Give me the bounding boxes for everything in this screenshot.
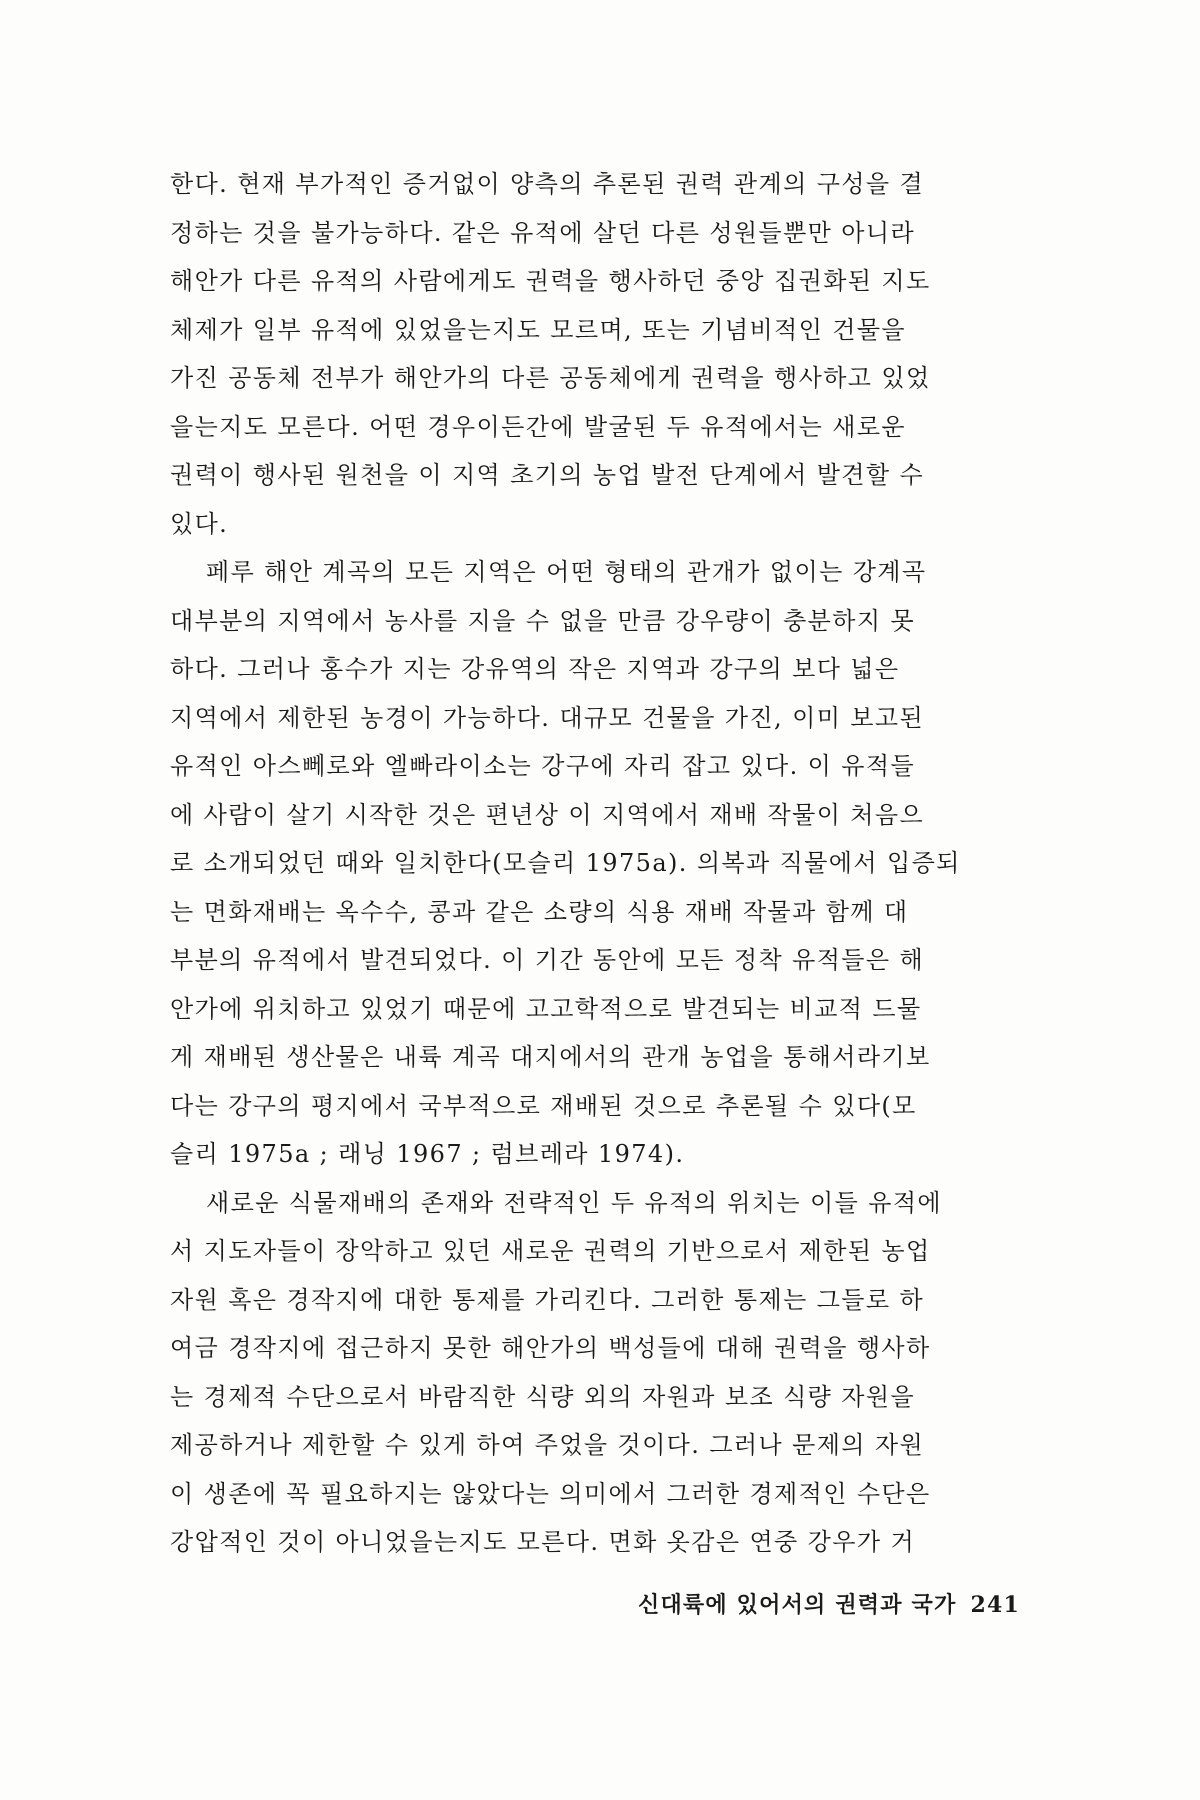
page-footer <box>575 1585 1020 1625</box>
text-line: 제공하거나 제한할 수 있게 하여 주었을 것이다. 그러나 문제의 자원 <box>170 1431 925 1459</box>
text-line: 다는 강구의 평지에서 국부적으로 재배된 것으로 추론될 수 있다(모 <box>170 1091 917 1120</box>
page-number: 241 <box>970 1592 1020 1618</box>
text-line: 이 생존에 꼭 필요하지는 않았다는 의미에서 그러한 경제적인 수단은 <box>170 1479 931 1508</box>
text-line: 대부분의 지역에서 농사를 지을 수 없을 만큼 강우량이 충분하지 못 <box>170 606 916 635</box>
text-line: 여금 경작지에 접근하지 못한 해안가의 백성들에 대해 권력을 행사하 <box>170 1334 931 1362</box>
text-line: 부분의 유적에서 발견되었다. 이 기간 동안에 모든 정착 유적들은 해 <box>170 946 925 974</box>
text-line: 유적인 아스뻬로와 엘빠라이소는 강구에 자리 잡고 있다. 이 유적들 <box>170 752 916 780</box>
running-title: 신대륙에 있어서의 권력과 국가 <box>638 1592 957 1618</box>
text-line: 한다. 현재 부가적인 증거없이 양측의 추론된 권력 관계의 구성을 결 <box>170 170 925 198</box>
text-line: 안가에 위치하고 있었기 때문에 고고학적으로 발견되는 비교적 드물 <box>170 994 922 1023</box>
text-line: 하다. 그러나 홍수가 지는 강유역의 작은 지역과 강구의 보다 넓은 <box>170 655 900 683</box>
text-line: 페루 해안 계곡의 모든 지역은 어떤 형태의 관개가 없이는 강계곡 <box>206 558 927 586</box>
text-line: 서 지도자들이 장악하고 있던 새로운 권력의 기반으로서 제한된 농업 <box>170 1237 931 1265</box>
text-line: 슬리 1975a ; 래닝 1967 ; 럼브레라 1974). <box>170 1140 685 1168</box>
text-line: 는 면화재배는 옥수수, 콩과 같은 소량의 식용 재배 작물과 함께 대 <box>170 897 909 926</box>
text-line: 에 사람이 살기 시작한 것은 편년상 이 지역에서 재배 작물이 처음으 <box>170 800 925 829</box>
text-line: 권력이 행사된 원천을 이 지역 초기의 농업 발전 단계에서 발견할 수 <box>170 461 925 489</box>
text-line: 로 소개되었던 때와 일치한다(모슬리 1975a). 의복과 직물에서 입증되 <box>170 849 961 877</box>
text-line: 자원 혹은 경작지에 대한 통제를 가리킨다. 그러한 통제는 그들로 하 <box>170 1285 925 1314</box>
text-line: 강압적인 것이 아니었을는지도 모른다. 면화 옷감은 연중 강우가 거 <box>170 1528 916 1556</box>
text-line: 는 경제적 수단으로서 바람직한 식량 외의 자원과 보조 식량 자원을 <box>170 1382 916 1411</box>
text-line: 체제가 일부 유적에 있었을는지도 모르며, 또는 기념비적인 건물을 <box>170 315 906 344</box>
text-line: 새로운 식물재배의 존재와 전략적인 두 유적의 위치는 이들 유적에 <box>206 1188 942 1217</box>
text-line: 가진 공동체 전부가 해안가의 다른 공동체에게 권력을 행사하고 있었 <box>170 364 931 392</box>
body-text <box>170 160 1020 1567</box>
text-line: 게 재배된 생산물은 내륙 계곡 대지에서의 관개 농업을 통해서라기보 <box>170 1043 931 1071</box>
text-line: 있다. <box>170 509 229 538</box>
text-line: 해안가 다른 유적의 사람에게도 권력을 행사하던 중앙 집권화된 지도 <box>170 267 931 295</box>
text-line: 지역에서 제한된 농경이 가능하다. 대규모 건물을 가진, 이미 보고된 <box>170 703 925 732</box>
text-line: 정하는 것을 불가능하다. 같은 유적에 살던 다른 성원들뿐만 아니라 <box>170 218 916 247</box>
text-line: 을는지도 모른다. 어떤 경우이든간에 발굴된 두 유적에서는 새로운 <box>170 412 906 441</box>
